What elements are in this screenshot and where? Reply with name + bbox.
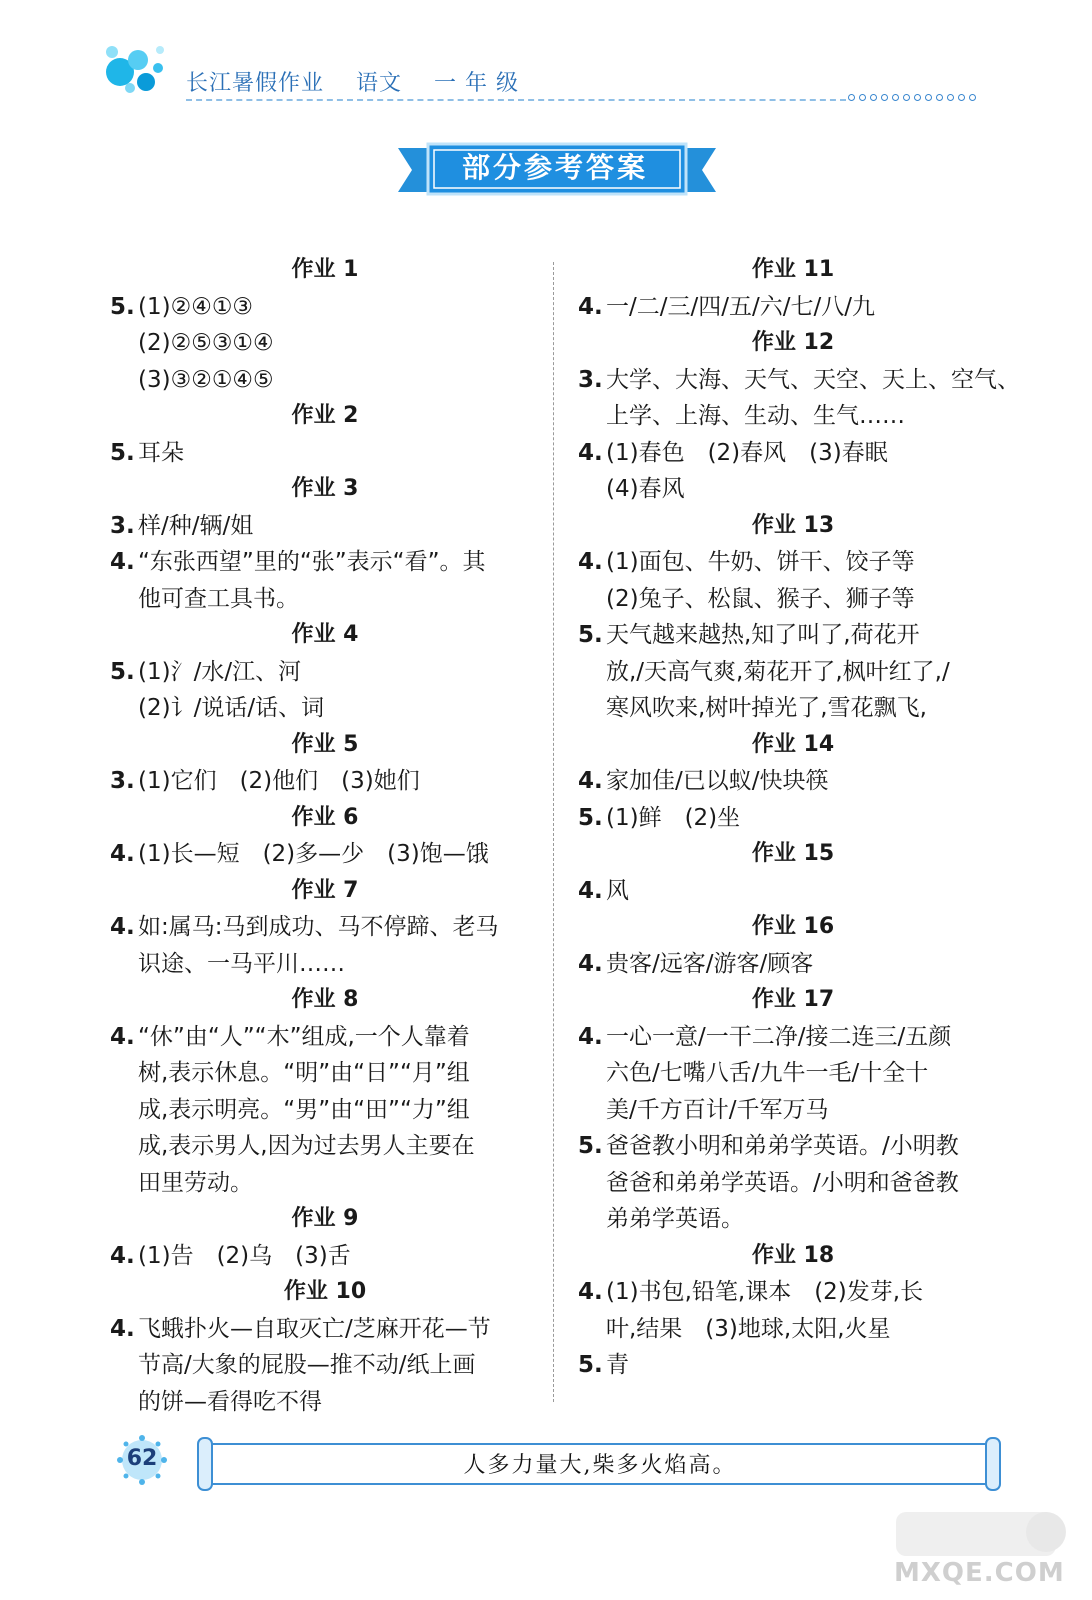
answer-text: 如:属马:马到成功、马不停蹄、老马: [138, 914, 499, 940]
answer-line: [578, 544, 1008, 581]
answer-line: [110, 909, 540, 946]
answer-continuation: 他可查工具书。: [138, 585, 299, 612]
answer-continuation: 识途、一马平川……: [138, 950, 345, 977]
answer-text: 天气越来越热,知了叫了,荷花开: [606, 622, 920, 648]
answer-line: [578, 1347, 1008, 1384]
answer-line: [110, 1311, 540, 1348]
answer-text: 一/二/三/四/五/六/七/八/九: [606, 293, 875, 320]
answer-text: 风: [606, 877, 629, 904]
assignment-heading: 作业 12: [751, 330, 835, 355]
question-number: 4.: [578, 1023, 603, 1050]
answer-text: 爸爸教小明和弟弟学英语。/小明教: [606, 1133, 959, 1159]
book-title: 长江暑假作业: [186, 71, 325, 96]
answer-text: 大学、大海、天气、天空、天上、空气、: [606, 366, 1020, 393]
motto-text: 人多力量大,柴多火焰高。: [463, 1453, 737, 1478]
banner-title: 部分参考答案: [461, 151, 648, 184]
answer-continuation: 田里劳动。: [138, 1169, 253, 1196]
grade-label: 一 年 级: [434, 71, 520, 96]
header-title: [186, 66, 543, 97]
assignment-heading: 作业 16: [751, 914, 835, 939]
answer-text: 家加佳/已以蚁/快块筷: [606, 768, 829, 794]
assignment-heading: 作业 8: [291, 987, 359, 1012]
answer-text: 飞蛾扑火—自取灭亡/芝麻开花—节: [138, 1315, 491, 1342]
answer-continuation: 的饼—看得吃不得: [138, 1388, 322, 1415]
question-number: 4.: [578, 549, 603, 575]
answer-line: [578, 617, 1008, 654]
assignment-heading: 作业 1: [291, 257, 359, 282]
watermark-text: MXQE.COM: [894, 1558, 1065, 1588]
answer-text: 贵客/远客/游客/顾客: [606, 950, 814, 977]
answer-continuation: 寒风吹来,树叶掉光了,雪花飘飞,: [606, 695, 927, 721]
answer-line: [578, 873, 1008, 910]
answers-right-column: [578, 252, 1020, 1384]
question-number: 4.: [578, 439, 603, 466]
answer-line: [578, 946, 1008, 983]
answer-line: [110, 654, 540, 691]
answer-text: (1)氵/水/江、河: [138, 658, 302, 685]
answer-text: 样/种/辆/姐: [138, 512, 254, 539]
answer-continuation: (2)讠/说话/话、词: [138, 695, 325, 721]
answer-continuation: 成,表示明亮。“男”由“田”“力”组: [138, 1096, 470, 1123]
answer-text: (1)春色 (2)春风 (3)春眠: [606, 439, 888, 466]
assignment-heading: 作业 17: [751, 987, 835, 1012]
answer-line: [578, 800, 1008, 837]
answer-text: (1)②④①③: [138, 293, 254, 320]
answer-continuation: 爸爸和弟弟学英语。/小明和爸爸教: [606, 1169, 959, 1196]
assignment-heading: 作业 2: [291, 403, 359, 428]
answer-line: [578, 1019, 1008, 1056]
assignment-heading: 作业 7: [291, 877, 359, 903]
question-number: 4.: [578, 950, 603, 977]
answer-line: [578, 1128, 1008, 1165]
answer-line: [578, 1274, 1008, 1311]
answer-continuation: (4)春风: [606, 476, 685, 502]
assignment-heading: 作业 13: [751, 512, 835, 538]
assignment-heading: 作业 18: [751, 1242, 835, 1268]
question-number: 4.: [110, 1315, 135, 1342]
answer-line: [110, 289, 540, 326]
question-number: 4.: [110, 1242, 135, 1269]
assignment-heading: 作业 15: [751, 841, 835, 866]
answer-text: (1)鲜 (2)坐: [606, 804, 741, 831]
question-number: 3.: [578, 366, 603, 393]
assignment-heading: 作业 4: [291, 622, 359, 647]
assignment-heading: 作业 6: [291, 804, 359, 830]
answer-continuation: 六色/七嘴八舌/九牛一毛/十全十: [606, 1060, 929, 1086]
answer-line: [110, 1238, 540, 1275]
answer-continuation: (2)②⑤③①④: [138, 330, 274, 356]
header-divider: [186, 99, 846, 101]
question-number: 5.: [578, 1352, 603, 1378]
question-number: 4.: [578, 293, 603, 320]
question-number: 3.: [110, 512, 135, 539]
answer-text: 一心一意/一干二净/接二连三/五颜: [606, 1023, 952, 1050]
answer-text: 青: [606, 1352, 629, 1378]
header-dots: [848, 94, 976, 101]
answer-text: “休”由“人”“木”组成,一个人靠着: [138, 1023, 470, 1050]
question-number: 5.: [578, 622, 603, 648]
answer-continuation: 美/千方百计/千军万马: [606, 1096, 829, 1123]
answer-line: [110, 508, 540, 545]
answer-text: (1)长—短 (2)多—少 (3)饱—饿: [138, 841, 489, 867]
answer-text: (1)书包,铅笔,课本 (2)发芽,长: [606, 1279, 924, 1305]
answer-line: [110, 763, 540, 800]
page-header: [0, 0, 1092, 120]
page-number: 62: [126, 1446, 158, 1471]
assignment-heading: 作业 14: [751, 731, 835, 757]
answer-continuation: (3)③②①④⑤: [138, 366, 274, 393]
question-number: 4.: [110, 841, 135, 867]
answer-line: [110, 836, 540, 873]
subject-label: 语文: [356, 71, 403, 96]
answer-line: [578, 362, 1020, 399]
question-number: 5.: [578, 804, 603, 831]
answer-text: 耳朵: [138, 439, 184, 466]
answer-continuation: 弟弟学英语。: [606, 1206, 744, 1232]
answer-line: [578, 289, 1008, 326]
answer-continuation: 节高/大象的屁股—推不动/纸上画: [138, 1352, 476, 1378]
question-number: 4.: [578, 1279, 603, 1305]
answer-continuation: 叶,结果 (3)地球,太阳,火星: [606, 1315, 891, 1342]
question-number: 5.: [578, 1133, 603, 1159]
assignment-heading: 作业 3: [291, 476, 359, 501]
question-number: 4.: [110, 1023, 135, 1050]
question-number: 4.: [110, 549, 135, 575]
answer-line: [578, 435, 1008, 472]
answer-line: [578, 763, 1008, 800]
answer-continuation: (2)兔子、松鼠、猴子、狮子等: [606, 585, 915, 612]
assignment-heading: 作业 11: [751, 257, 835, 282]
answer-text: (1)告 (2)乌 (3)舌: [138, 1242, 351, 1269]
assignment-heading: 作业 10: [283, 1279, 367, 1304]
answer-continuation: 树,表示休息。“明”由“日”“月”组: [138, 1060, 470, 1086]
answer-continuation: 成,表示男人,因为过去男人主要在: [138, 1133, 475, 1159]
bubbles-logo-icon: [100, 38, 170, 98]
question-number: 4.: [578, 768, 603, 794]
answer-text: (1)它们 (2)他们 (3)她们: [138, 768, 420, 794]
assignment-heading: 作业 5: [291, 731, 359, 757]
answers-left-column: [110, 252, 540, 1420]
answer-continuation: 上学、上海、生动、生气……: [606, 403, 905, 429]
answer-text: (1)面包、牛奶、饼干、饺子等: [606, 549, 915, 575]
question-number: 5.: [110, 658, 135, 685]
question-number: 5.: [110, 293, 135, 320]
answer-line: [110, 435, 540, 472]
answer-line: [110, 1019, 540, 1056]
answer-line: [110, 544, 540, 581]
column-divider: [553, 262, 554, 1402]
answer-text: “东张西望”里的“张”表示“看”。其: [138, 549, 486, 575]
assignment-heading: 作业 9: [291, 1206, 359, 1231]
question-number: 3.: [110, 768, 135, 794]
answer-continuation: 放,/天高气爽,菊花开了,枫叶红了,/: [606, 658, 950, 685]
question-number: 5.: [110, 439, 135, 466]
question-number: 4.: [110, 914, 135, 940]
question-number: 4.: [578, 877, 603, 904]
